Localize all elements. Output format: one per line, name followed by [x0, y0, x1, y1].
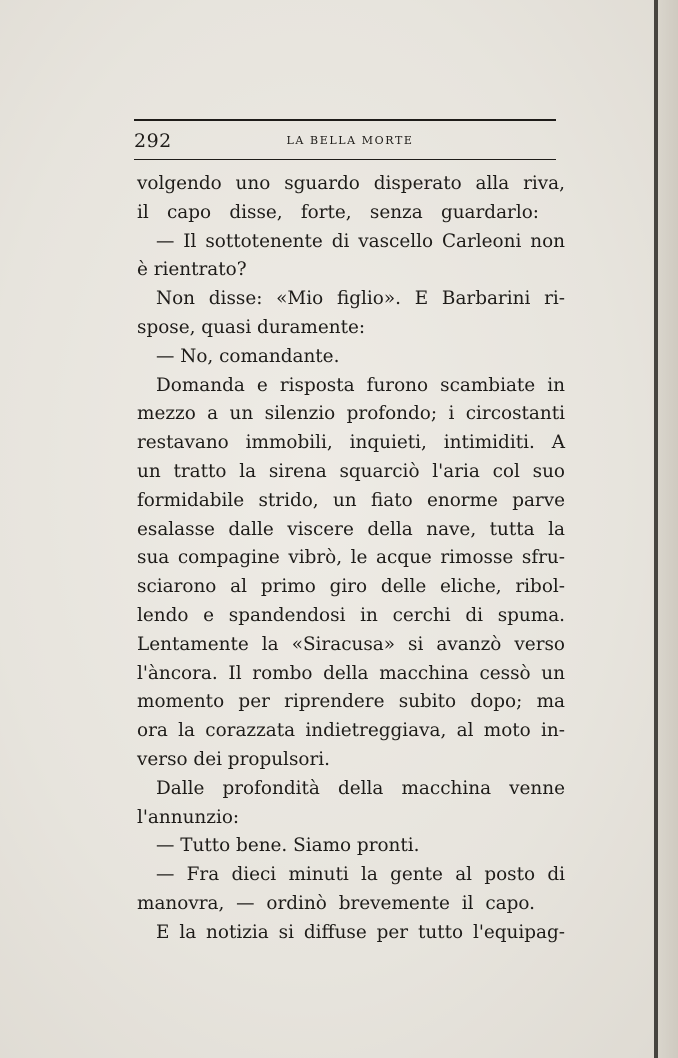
text-line: manovra, — ordinò brevemente il capo. — [137, 892, 535, 914]
text-line: — Fra dieci minuti la gente al posto di — [156, 864, 565, 886]
text-line: formidabile strido, un fiato enorme parve — [137, 489, 565, 511]
text-line: è rientrato? — [137, 259, 247, 281]
text-line: il capo disse, forte, senza guardarlo: — [137, 201, 539, 223]
text-line: Domanda e risposta furono scambiate in — [156, 374, 565, 396]
text-line: volgendo uno sguardo disperato alla riva, — [137, 173, 565, 194]
text-line: un tratto la sirena squarciò l'aria col suo — [137, 460, 565, 482]
text-line: ora la corazzata indietreggiava, al moto in- — [137, 720, 565, 742]
page-number: 292 — [134, 130, 172, 152]
text-line: Lentamente la «Siracusa» si avanzò verso — [137, 633, 565, 655]
text-line: E la notizia si diffuse per tutto l'equipag- — [156, 921, 565, 943]
text-line: mezzo a un silenzio profondo; i circostanti — [137, 403, 565, 425]
text-line: — No, comandante. — [156, 345, 340, 367]
text-line: — Tutto bene. Siamo pronti. — [156, 835, 420, 857]
text-line: sciarono al primo giro delle eliche, ribol- — [137, 576, 565, 598]
text-line: sua compagine vibrò, le acque rimosse sfru- — [137, 547, 565, 569]
page-binding-shadow — [658, 0, 678, 1058]
text-line: lendo e spandendosi in cerchi di spuma. — [137, 604, 565, 626]
page-binding-edge — [654, 0, 658, 1058]
text-line: Non disse: «Mio figlio». E Barbarini ri- — [156, 288, 565, 310]
text-line: l'àncora. Il rombo della macchina cessò un — [137, 662, 565, 684]
text-line: Dalle profondità della macchina venne — [156, 777, 565, 799]
text-line: restavano immobili, inquieti, intimiditi. A — [137, 432, 565, 454]
header-bottom-rule — [134, 159, 556, 160]
page-header — [134, 128, 556, 154]
text-line: — Il sottotenente di vascello Carleoni non — [156, 230, 565, 252]
header-top-rule — [134, 119, 556, 121]
running-head: LA BELLA MORTE — [286, 134, 414, 147]
body-text — [137, 170, 565, 948]
text-line: spose, quasi duramente: — [137, 316, 366, 338]
text-line: verso dei propulsori. — [137, 748, 330, 770]
text-line: esalasse dalle viscere della nave, tutta la — [137, 518, 565, 540]
text-line: momento per riprendere subito dopo; ma — [137, 691, 565, 713]
text-line: l'annunzio: — [137, 806, 240, 828]
